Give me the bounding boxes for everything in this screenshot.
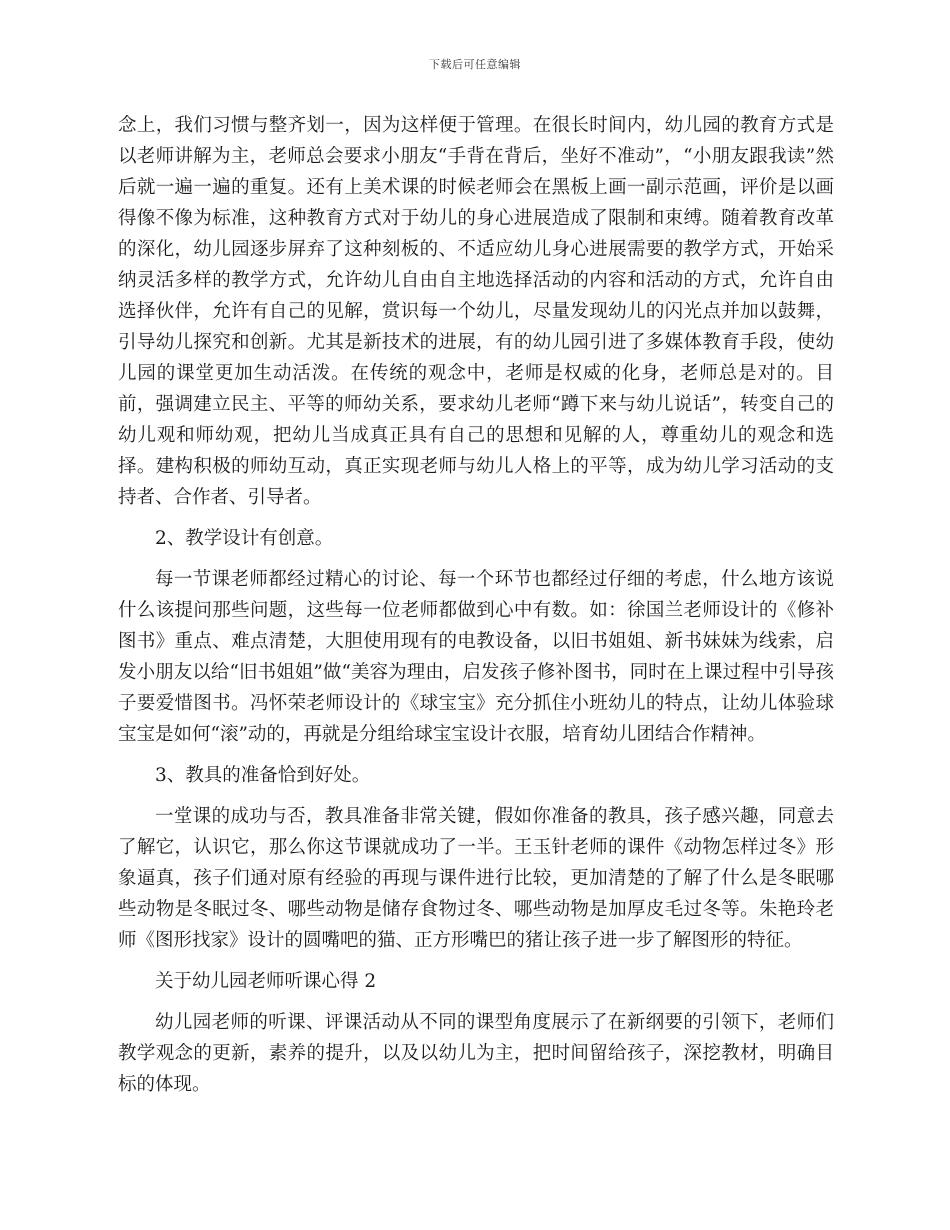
spacer <box>118 554 834 564</box>
spacer <box>118 791 834 801</box>
paragraph-reflection-2: 幼儿园老师的听课、评课活动从不同的课型角度展示了在新纲要的引领下，老师们教学观念的更新，素养的提升，以及以幼儿为主，把时间留给孩子，深挖教材，明确目标的体现。 <box>118 1012 834 1095</box>
spacer <box>118 956 834 966</box>
spacer <box>118 997 834 1007</box>
document-body <box>118 110 834 1100</box>
spacer <box>118 750 834 760</box>
section-heading-teaching-aids: 3、教具的准备恰到好处。 <box>155 765 371 786</box>
paragraph-teaching-design: 每一节课老师都经过精心的讨论、每一个环节也都经过仔细的考虑，什么地方该说什么该提问那些问题，这些每一位老师都做到心中有数。如：徐国兰老师设计的《修补图书》重点、难点清楚，大胆使用现有的电教设备，以旧书姐姐、新书妹妹为线索，启发小朋友以给“旧书姐姐”做“美容为理由，启发孩子修补图书，同时在上课过程中引导孩子要爱惜图书。冯怀荣老师设计的《球宝宝》充分抓住小班幼儿的特点，让幼儿体验球宝宝是如何“滚”动的，再就是分组给球宝宝设计衣服，培育幼儿团结合作精神。 <box>118 569 834 745</box>
paragraph-education-methods: 念上，我们习惯与整齐划一，因为这样便于管理。在很长时间内，幼儿园的教育方式是以老师讲解为主，老师总会要求小朋友“手背在背后，坐好不准动”，“小朋友跟我读”然后就一遍一遍的重复。还有上美术课的时候老师会在黑板上画一副示范画，评价是以画得像不像为标准，这种教育方式对于幼儿的身心进展造成了限制和束缚。随着教育改革的深化，幼儿园逐步屏弃了这种刻板的、不适应幼儿身心进展需要的教学方式，开始采纳灵活多样的教学方式，允许幼儿自由自主地选择活动的内容和活动的方式，允许自由选择伙伴，允许有自己的见解，赏识每一个幼儿，尽量发现幼儿的闪光点并加以鼓舞，引导幼儿探究和创新。尤其是新技术的进展，有的幼儿园引进了多媒体教育手段，使幼儿园的课堂更加生动活泼。在传统的观念中，老师是权威的化身，老师总是对的。目前，强调建立民主、平等的师幼关系，要求幼儿老师“蹲下来与幼儿说话”，转变自己的幼儿观和师幼观，把幼儿当成真正具有自己的思想和见解的人，尊重幼儿的观念和选择。建构积极的师幼互动，真正实现老师与幼儿人格上的平等，成为幼儿学习活动的支持者、合作者、引导者。 <box>118 115 834 508</box>
paragraph-teaching-aids: 一堂课的成功与否，教具准备非常关键，假如你准备的教具，孩子感兴趣，同意去了解它，认识它，那么你这节课就成功了一半。王玉针老师的课件《动物怎样过冬》形象逼真，孩子们通对原有经验的再现与课件进行比较，更加清楚的了解了什么是冬眠哪些动物是冬眠过冬、哪些动物是储存食物过冬、哪些动物是加厚皮毛过冬等。朱艳玲老师《图形找家》设计的圆嘴吧的猫、正方形嘴巴的猪让孩子进一步了解图形的特征。 <box>118 806 834 951</box>
spacer <box>118 513 834 523</box>
section-heading-reflection-2: 关于幼儿园老师听课心得 2 <box>155 971 377 992</box>
section-heading-teaching-design: 2、教学设计有创意。 <box>155 528 334 549</box>
page-header-note: 下载后可任意编辑 <box>429 58 521 71</box>
